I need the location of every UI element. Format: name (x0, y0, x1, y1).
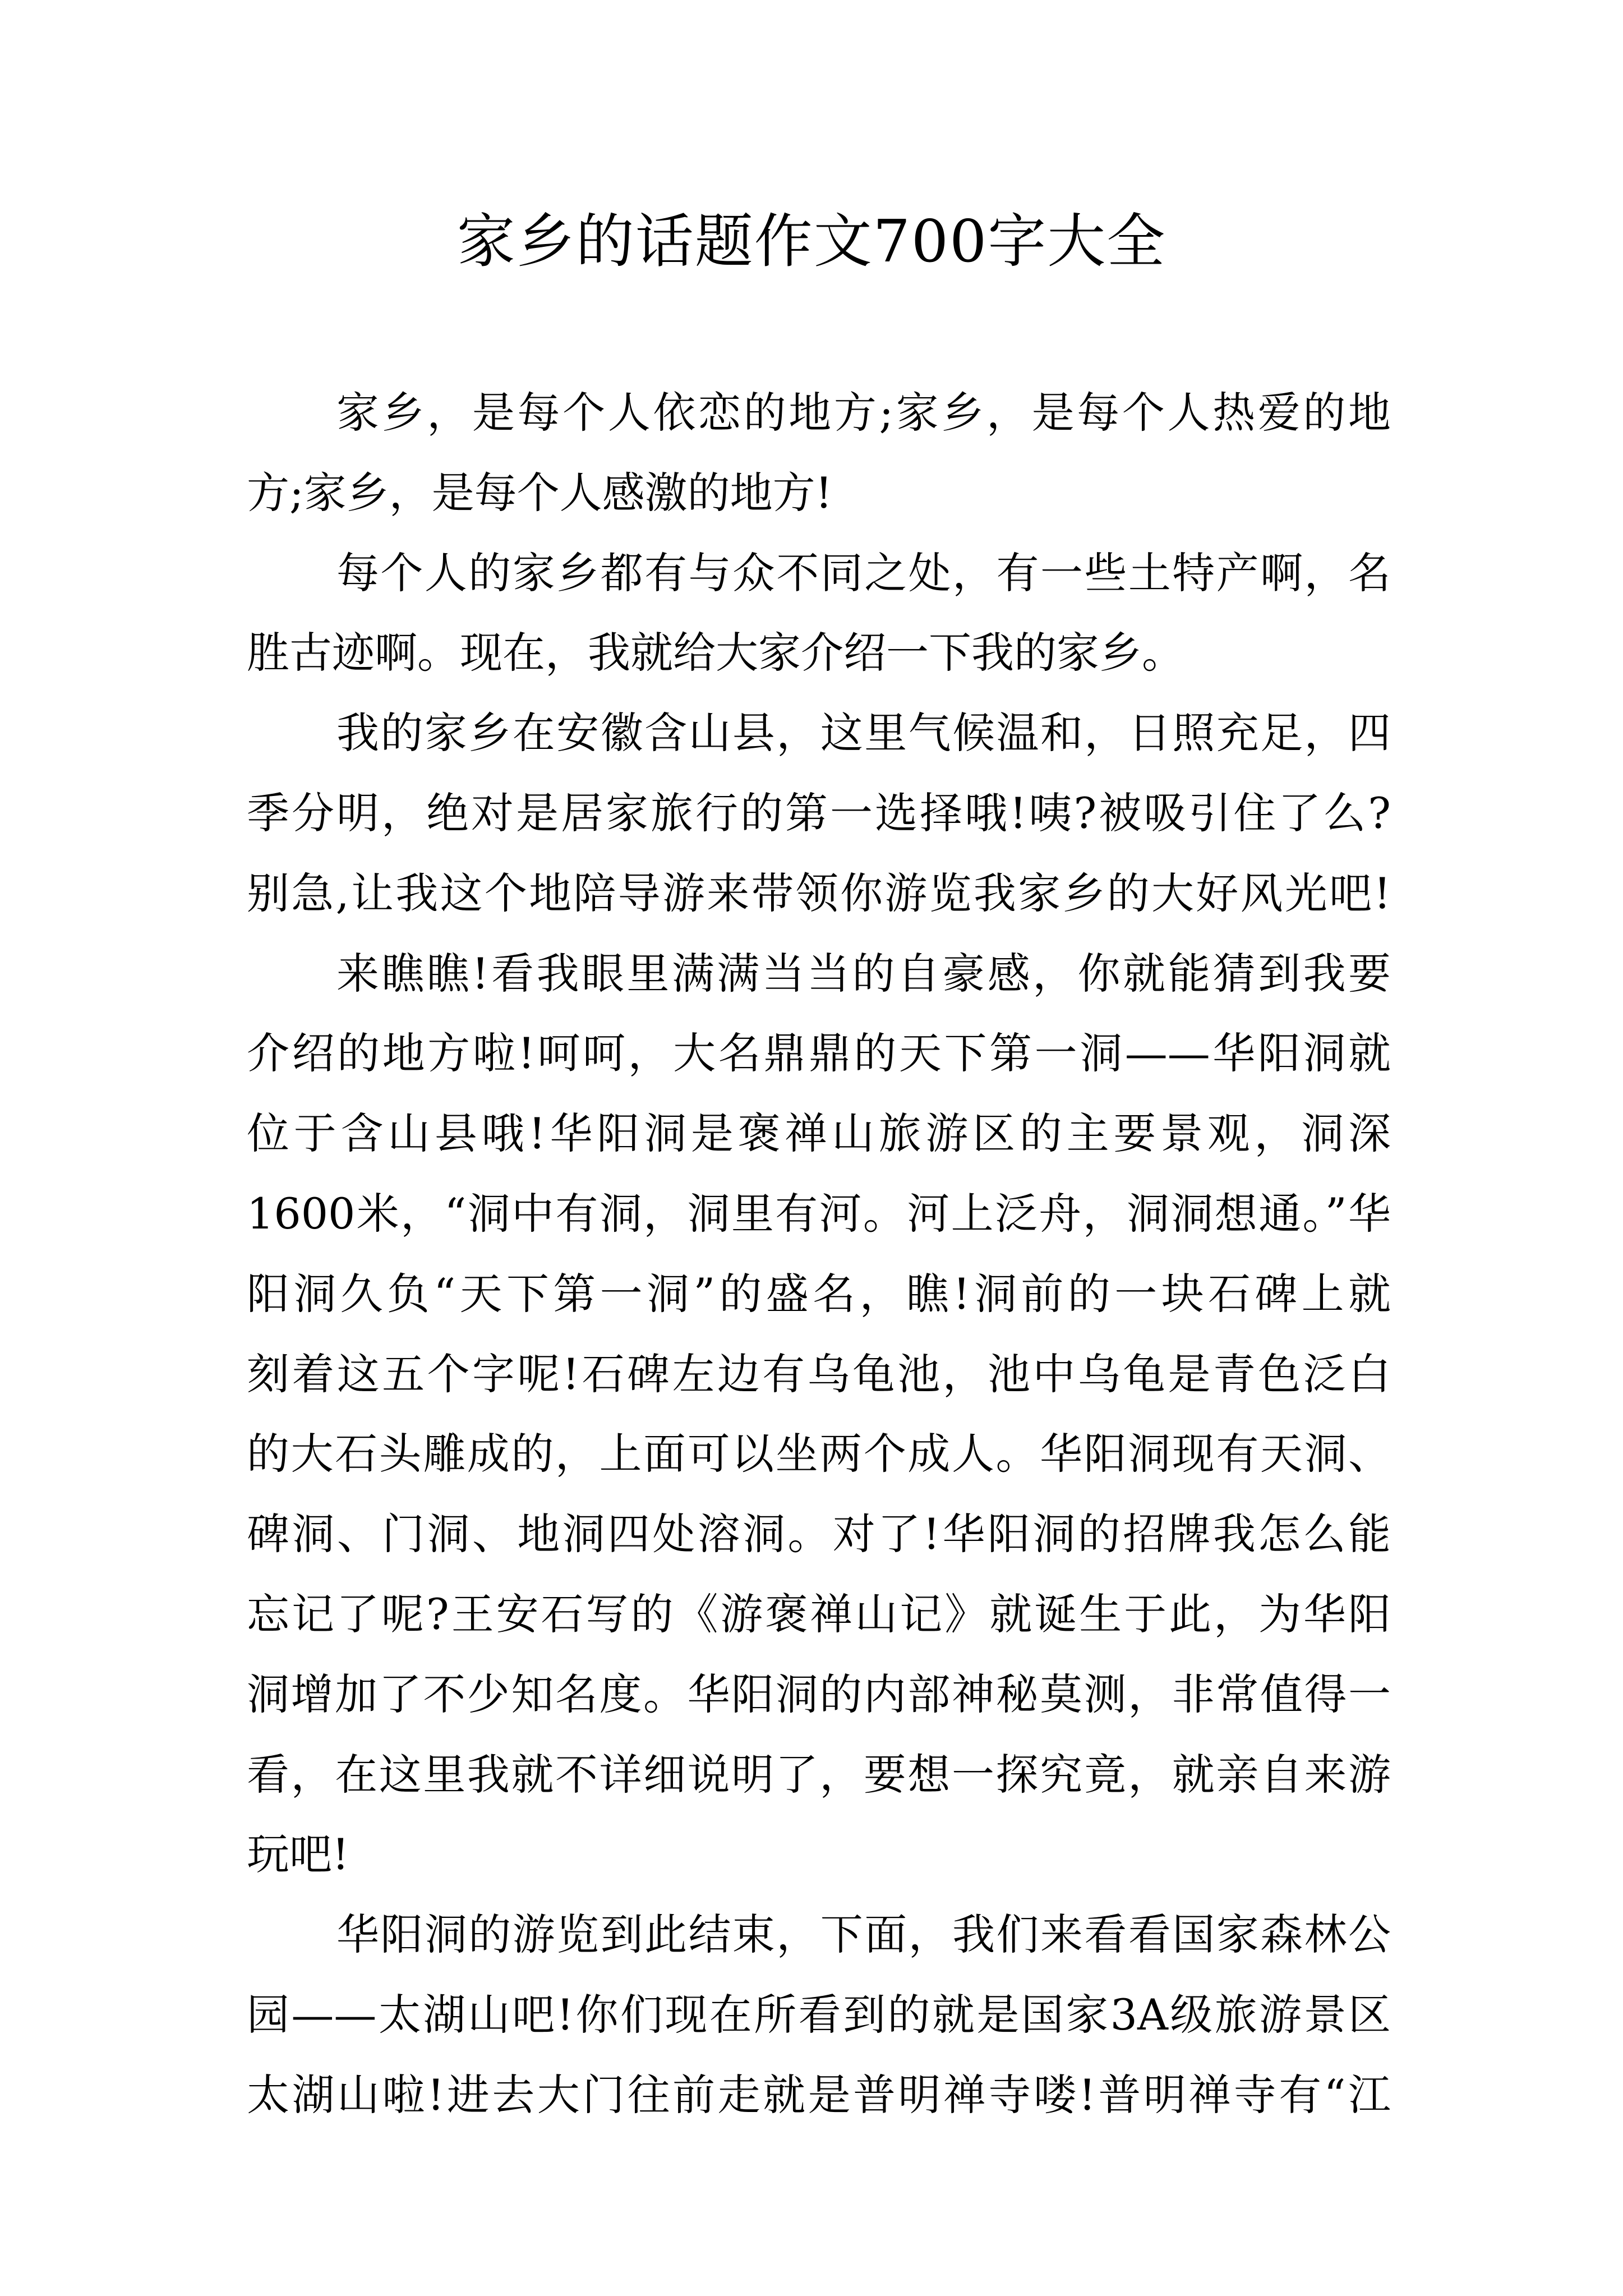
text-line: 的大石头雕成的，上面可以坐两个成人。华阳洞现有天洞、 (247, 1429, 1391, 1479)
text-line: 洞增加了不少知名度。华阳洞的内部神秘莫测，非常值得一 (247, 1669, 1391, 1719)
text-line: 1600米，“洞中有洞，洞里有河。河上泛舟，洞洞想通。”华 (247, 1188, 1391, 1239)
text-line: 忘记了呢?王安石写的《游褒禅山记》就诞生于此，为华阳 (247, 1589, 1391, 1639)
text-line: 园——太湖山吧!你们现在所看到的就是国家3A级旅游景区 (247, 1989, 1391, 2040)
text-line: 太湖山啦!进去大门往前走就是普明禅寺喽!普明禅寺有“江 (247, 2069, 1391, 2120)
paragraph-5 (247, 1895, 1391, 2135)
text-line: 家乡，是每个人依恋的地方;家乡，是每个人热爱的地 (336, 388, 1391, 438)
text-line: 看，在这里我就不详细说明了，要想一探究竟，就亲自来游 (247, 1749, 1391, 1800)
text-line: 胜古迹啊。现在，我就给大家介绍一下我的家乡。 (247, 628, 1184, 678)
text-line: 来瞧瞧!看我眼里满满当当的自豪感，你就能猜到我要 (336, 948, 1391, 999)
document-title: 家乡的话题作文700字大全 (457, 207, 1166, 275)
text-line: 别急,让我这个地陪导游来带领你游览我家乡的大好风光吧! (247, 868, 1391, 918)
paragraph-2 (247, 533, 1391, 694)
text-line: 每个人的家乡都有与众不同之处，有一些土特产啊，名 (336, 547, 1391, 598)
text-line: 碑洞、门洞、地洞四处溶洞。对了!华阳洞的招牌我怎么能 (247, 1509, 1391, 1559)
document-body (247, 373, 1391, 2136)
paragraph-3 (247, 693, 1391, 933)
text-line: 介绍的地方啦!呵呵，大名鼎鼎的天下第一洞——华阳洞就 (247, 1028, 1391, 1079)
text-line: 位于含山县哦!华阳洞是褒禅山旅游区的主要景观，洞深 (247, 1108, 1391, 1159)
text-line: 阳洞久负“天下第一洞”的盛名，瞧!洞前的一块石碑上就 (247, 1268, 1391, 1319)
paragraph-1 (247, 373, 1391, 533)
text-line: 玩吧! (247, 1829, 349, 1880)
text-line: 我的家乡在安徽含山县，这里气候温和，日照充足，四 (336, 708, 1391, 758)
text-line: 方;家乡，是每个人感激的地方! (247, 467, 833, 518)
text-line: 季分明，绝对是居家旅行的第一选择哦!咦?被吸引住了么? (247, 788, 1391, 838)
text-line: 刻着这五个字呢!石碑左边有乌龟池，池中乌龟是青色泛白 (247, 1349, 1391, 1399)
text-line: 华阳洞的游览到此结束，下面，我们来看看国家森林公 (336, 1910, 1391, 1960)
paragraph-4 (247, 934, 1391, 1895)
